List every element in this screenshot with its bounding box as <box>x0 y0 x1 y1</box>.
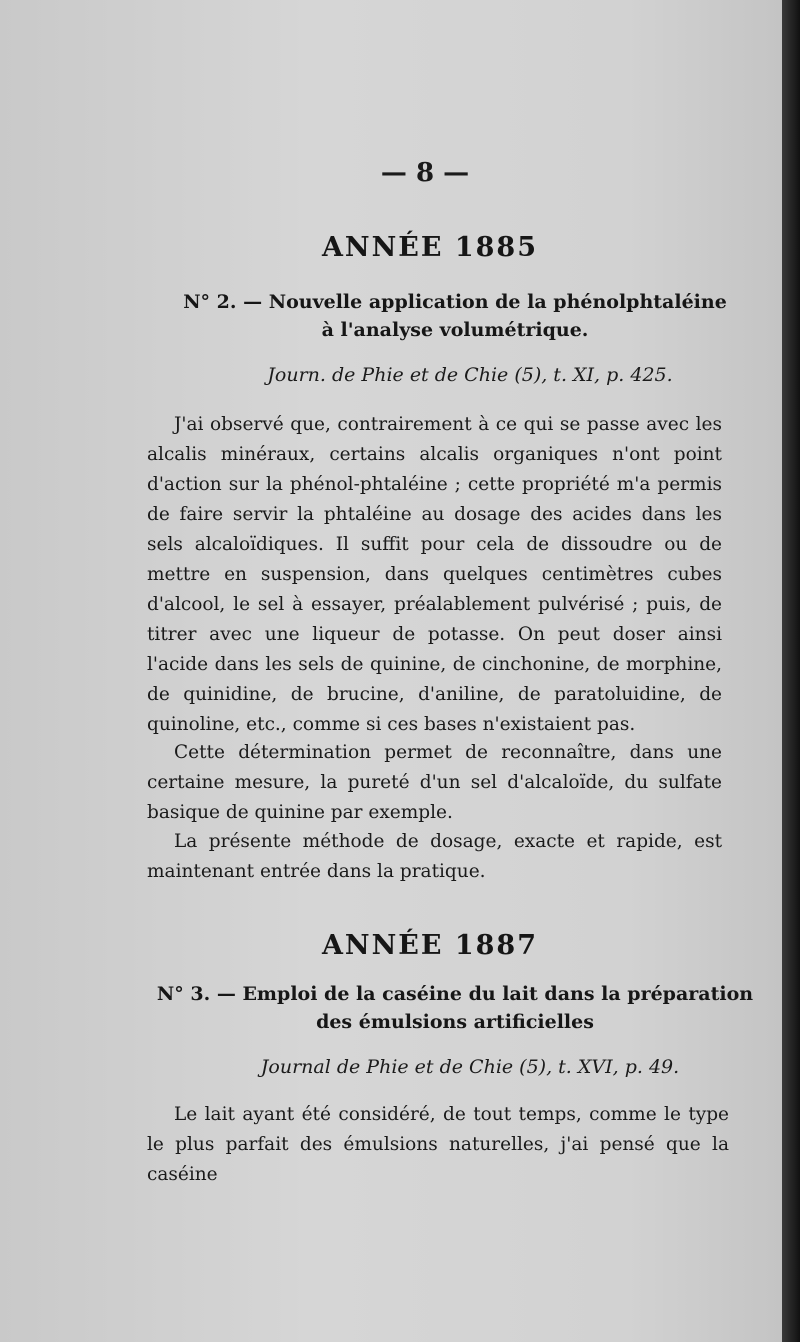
article-title-line: des émulsions artificielles <box>316 1011 594 1033</box>
article-title-line: N° 3. — Emploi de la caséine du lait dans la préparation <box>156 983 754 1005</box>
journal-reference: Journ. de Phie et de Chie (5), t. XI, p. 425. <box>267 364 673 386</box>
page-number: — 8 — <box>380 158 470 188</box>
journal-reference: Journal de Phie et de Chie (5), t. XVI, p. 49. <box>260 1056 680 1078</box>
body-paragraph: J'ai observé que, contrairement à ce qui se passe avec les alcalis minéraux, certains alcalis organiques n'ont point d'action sur la phénol-phtaléine ; cette propriété m'a permis de faire servir la phtaléine au dosage des acides dans les sels alcaloïdiques. Il suffit pour cela de dissoudre ou de mettre en suspension, dans quelques centimètres cubes d'alcool, le sel à essayer, préalablement pulvérisé ; puis, de titrer avec une liqueur de potasse. On peut doser ainsi l'acide dans les sels de quinine, de cinchonine, de morphine, de quinidine, de brucine, d'aniline, de paratoluidine, de quinoline, etc., comme si ces bases n'existaient pas. <box>147 414 722 735</box>
body-paragraph: Le lait ayant été considéré, de tout temps, comme le type le plus parfait des émulsions naturelles, j'ai pensé que la caséine <box>147 1104 729 1185</box>
section-year-heading: ANNÉE 1887 <box>321 930 538 961</box>
article-title-line: N° 2. — Nouvelle application de la phénolphtaléine <box>183 291 727 313</box>
article-title <box>170 288 740 344</box>
section-year-heading: ANNÉE 1885 <box>321 232 538 263</box>
article-title-line: à l'analyse volumétrique. <box>321 319 589 341</box>
page-edge-shadow <box>782 0 800 1342</box>
body-paragraph: La présente méthode de dosage, exacte et rapide, est maintenant entrée dans la pratique. <box>147 831 722 882</box>
body-paragraph: Cette détermination permet de reconnaître, dans une certaine mesure, la pureté d'un sel d'alcaloïde, du sulfate basique de quinine par exemple. <box>147 742 722 823</box>
article-title <box>150 980 760 1036</box>
